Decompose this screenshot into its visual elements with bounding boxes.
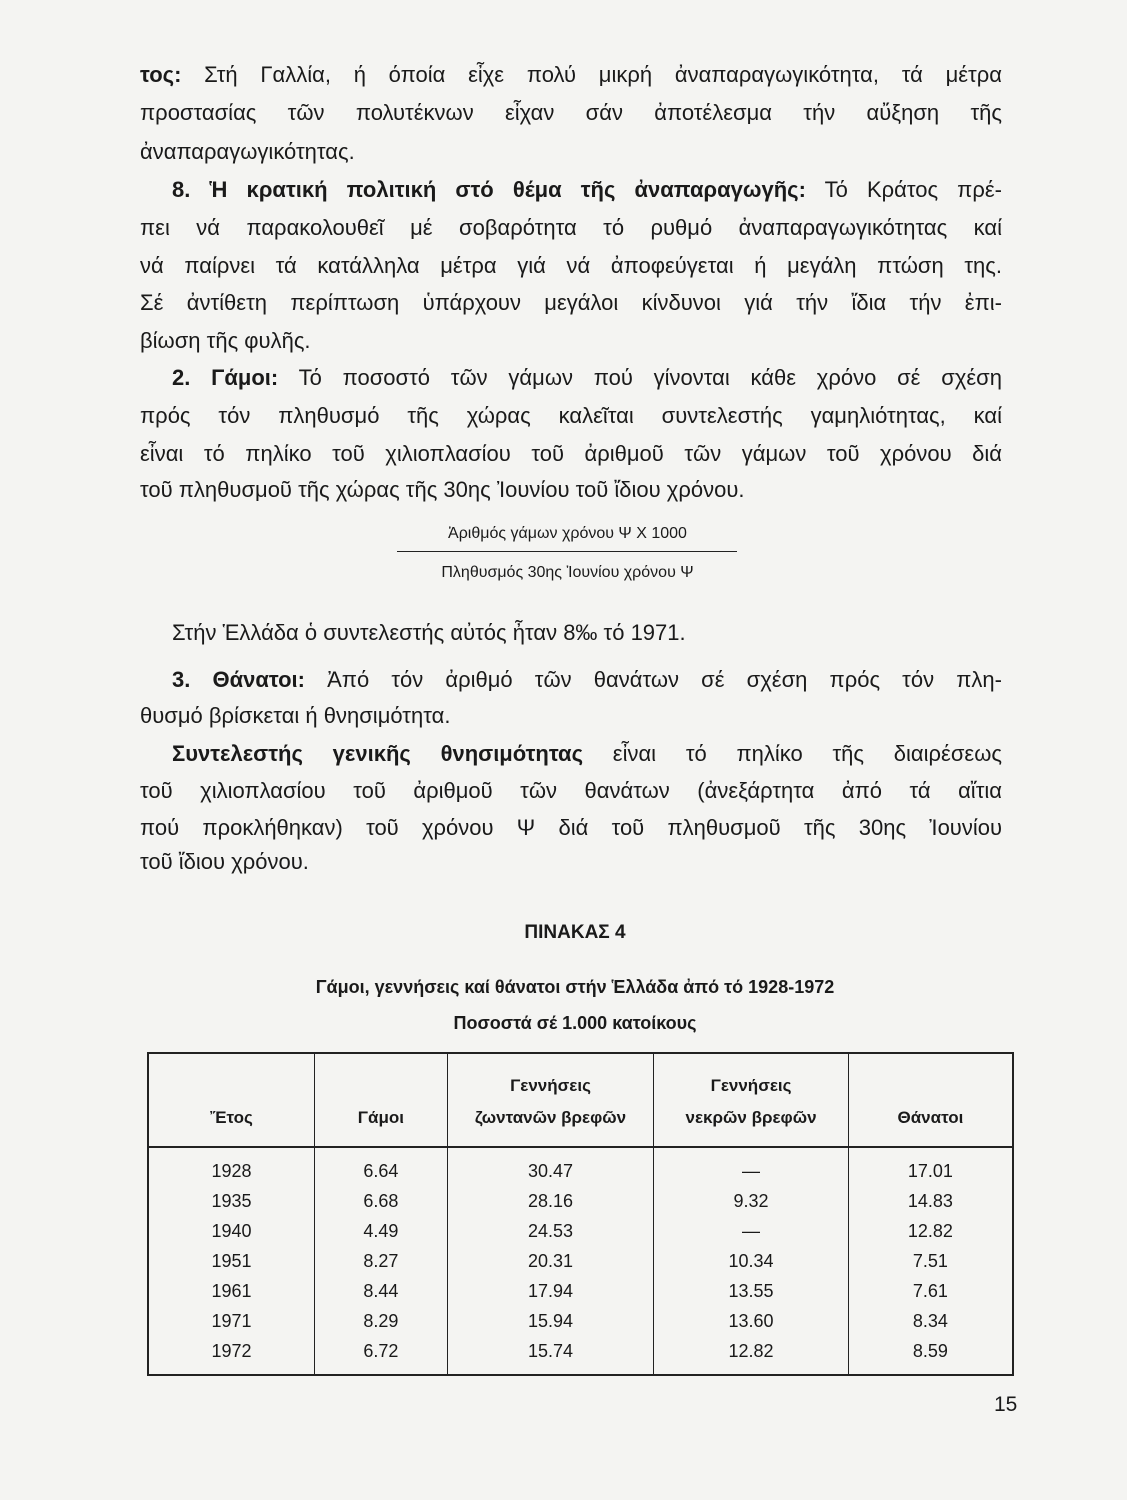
table-cell: 6.68 [315,1186,448,1216]
text-line [140,99,1002,127]
line-text: προστασίας τῶν πολυτέκνων εἶχαν σάν ἀποτέλεσμα τήν αὔξηση τῆς [140,100,1002,125]
page-number: 15 [994,1393,1018,1416]
line-text: τοῦ χιλιοπλασίου τοῦ ἀριθμοῦ τῶν θανάτων (ἀνεξάρτητα ἀπό τά αἴτια [140,778,1002,803]
table-cell: 1971 [148,1306,315,1336]
line-text: θυσμό βρίσκεται ή θνησιμότητα. [140,703,451,728]
table-cell: 28.16 [447,1186,654,1216]
table-cell: 13.60 [654,1306,849,1336]
table-body [148,1147,1013,1375]
text-line [140,777,1002,805]
text-line [140,848,1002,876]
text-line [172,176,1002,204]
column-header-text: Θάνατοι [897,1108,964,1127]
text-line [140,402,1002,430]
table-cell: 1940 [148,1216,315,1246]
line-text: βίωση τῆς φυλῆς. [140,328,311,353]
text-line [172,740,1002,768]
table-cell: 8.29 [315,1306,448,1336]
table-cell: 17.94 [447,1276,654,1306]
line-text: Τό ποσοστό τῶν γάμων πού γίνονται κάθε χρόνο σέ σχέση [278,365,1002,390]
table-cell: 4.49 [315,1216,448,1246]
column-header [447,1053,654,1147]
table-cell: 10.34 [654,1246,849,1276]
bold-heading: τος: [140,62,182,87]
text-line [140,214,1002,242]
line-text: Τό Κράτος πρέ- [805,177,1002,202]
table-header-row [148,1053,1013,1147]
table-label: ΠΙΝΑΚΑΣ 4 [524,922,626,943]
table-cell: 1928 [148,1147,315,1186]
table-cell: 17.01 [848,1147,1013,1186]
table-cell: 20.31 [447,1246,654,1276]
formula-numerator: Ἀριθμός γάμων χρόνου Ψ Χ 1000 [448,525,687,542]
line-text: Στή Γαλλία, ή όποία εἶχε πολύ μικρή ἀναπαραγωγικότητα, τά μέτρα [181,62,1002,87]
text-line [140,289,1002,317]
table-cell: 15.74 [447,1336,654,1375]
table-cell: 1951 [148,1246,315,1276]
table-cell: 24.53 [447,1216,654,1246]
table-cell: 8.44 [315,1276,448,1306]
table-cell: 30.47 [447,1147,654,1186]
text-line [172,364,1002,392]
line-text: πει νά παρακολουθεῖ μέ σοβαρότητα τό ρυθμό ἀναπαραγωγικότητας καί [140,215,1002,240]
line-text: ἀναπαραγωγικότητας. [140,139,355,164]
line-text: εἶναι τό πηλίκο τοῦ χιλιοπλασίου τοῦ ἀριθμοῦ τῶν γάμων τοῦ χρόνου διά [140,441,1002,466]
table-row [148,1336,1013,1375]
table-cell: 13.55 [654,1276,849,1306]
text-line [140,327,1002,355]
column-header [315,1053,448,1147]
table-row [148,1276,1013,1306]
table-cell: — [654,1216,849,1246]
table-cell: 1961 [148,1276,315,1306]
bold-heading: 2. Γάμοι: [172,365,279,390]
table-cell: 6.72 [315,1336,448,1375]
text-line [140,440,1002,468]
table-cell: 6.64 [315,1147,448,1186]
formula-fraction-bar [397,551,737,552]
line-text: τοῦ πληθυσμοῦ τῆς χώρας τῆς 30ης Ἰουνίου τοῦ ἴδιου χρόνου. [140,477,745,502]
table-cell: 1972 [148,1336,315,1375]
table-row [148,1186,1013,1216]
line-text: εἶναι τό πηλίκο τῆς διαιρέσεως [583,741,1002,766]
line-text: πού προκλήθηκαν) τοῦ χρόνου Ψ διά τοῦ πληθυσμοῦ τῆς 30ης Ἰουνίου [140,815,1002,840]
text-line [140,476,1002,504]
bold-heading: 3. Θάνατοι: [172,667,305,692]
column-header-text: νεκρῶν βρεφῶν [685,1108,817,1127]
table-cell: 12.82 [848,1216,1013,1246]
table-cell: 14.83 [848,1186,1013,1216]
table-cell: 12.82 [654,1336,849,1375]
bold-heading: Συντελεστής γενικῆς θνησιμότητας [172,741,584,766]
text-line [172,619,1002,647]
table-row [148,1306,1013,1336]
table-cell: 9.32 [654,1186,849,1216]
line-text: τοῦ ἴδιου χρόνου. [140,849,309,874]
table-cell: 8.59 [848,1336,1013,1375]
column-header [654,1053,849,1147]
table-row [148,1216,1013,1246]
table-cell: 7.51 [848,1246,1013,1276]
table-title: Γάμοι, γεννήσεις καί θάνατοι στήν Ἑλλάδα ἀπό τό 1928-1972 [315,977,835,997]
formula-denominator: Πληθυσμός 30ης Ἰουνίου χρόνου Ψ [441,564,694,581]
table-subtitle: Ποσοστά σέ 1.000 κατοίκους [453,1013,697,1033]
line-text: Ἀπό τόν ἀριθμό τῶν θανάτων σέ σχέση πρός τόν πλη- [304,667,1002,692]
text-line [140,252,1002,280]
table-cell: 8.34 [848,1306,1013,1336]
line-text: πρός τόν πληθυσμό τῆς χώρας καλεῖται συντελεστής γαμηλιότητας, καί [140,403,1002,428]
table-cell: 8.27 [315,1246,448,1276]
table-cell: 1935 [148,1186,315,1216]
line-text: Σέ ἀντίθετη περίπτωση ὑπάρχουν μεγάλοι κίνδυνοι γιά τήν ἴδια τήν ἐπι- [140,290,1002,315]
statistics-table [147,1052,1014,1376]
text-line [172,666,1002,694]
table-row [148,1246,1013,1276]
text-line [140,814,1002,842]
column-header [848,1053,1013,1147]
table-cell: 7.61 [848,1276,1013,1306]
line-text: Στήν Ἑλλάδα ὁ συντελεστής αὐτός ἦταν 8‰ τό 1971. [172,620,686,645]
column-header-text: Γάμοι [357,1108,404,1127]
column-header-text: ζωντανῶν βρεφῶν [474,1108,627,1127]
table-cell: — [654,1147,849,1186]
line-text: νά παίρνει τά κατάλληλα μέτρα γιά νά ἀποφεύγεται ή μεγάλη πτώση της. [140,253,1002,278]
table-cell: 15.94 [447,1306,654,1336]
column-header [148,1053,315,1147]
text-line [140,61,1002,89]
table-row [148,1147,1013,1186]
column-header-text: Γεννήσεις [710,1076,792,1095]
text-line [140,702,1002,730]
text-line [140,138,1002,166]
column-header-text: Γεννήσεις [510,1076,591,1095]
bold-heading: 8. Ἡ κρατική πολιτική στό θέμα τῆς ἀναπαραγωγῆς: [172,177,806,202]
column-header-text: Ἔτος [210,1108,253,1127]
